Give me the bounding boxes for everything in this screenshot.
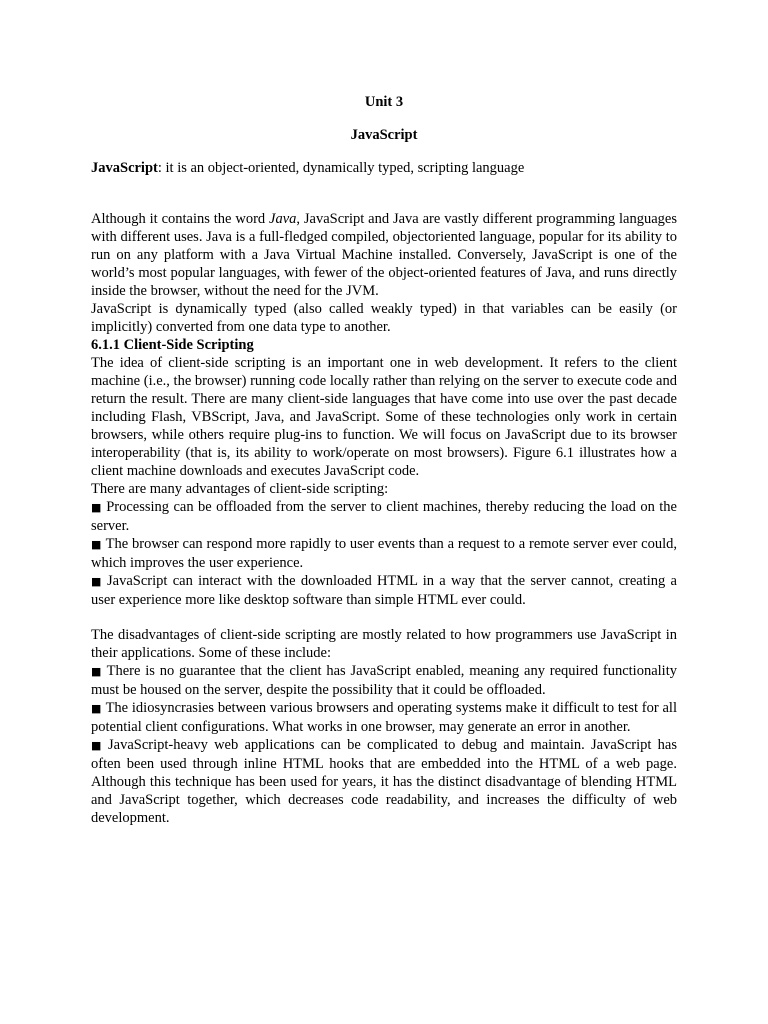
topic-title: JavaScript <box>350 127 418 143</box>
disadvantage-item <box>91 736 677 827</box>
section-heading: 6.1.1 Client-Side Scripting <box>91 337 254 353</box>
advantage-item <box>91 572 677 609</box>
advantage-text: Processing can be offloaded from the server to client machines, thereby reducing the load on the server. <box>91 499 677 534</box>
disadvantage-text: The idiosyncrasies between various browsers and operating systems make it difficult to test for all potential client configurations. What works in one browser, may generate an error in another. <box>91 700 677 735</box>
bullet-square-icon: ■ <box>91 702 102 715</box>
definition-term: JavaScript <box>91 160 158 176</box>
definition <box>91 159 677 177</box>
disadvantage-text: There is no guarantee that the client has JavaScript enabled, meaning any required functionality must be housed on the server, despite the possibility that it could be offloaded. <box>91 663 677 698</box>
bullet-square-icon: ■ <box>91 538 102 551</box>
page-content <box>91 92 677 827</box>
advantage-item <box>91 535 677 572</box>
unit-title: Unit 3 <box>364 94 404 110</box>
bullet-square-icon: ■ <box>91 575 104 588</box>
advantage-text: The browser can respond more rapidly to user events than a request to a remote server ever could, which improves the user experience. <box>91 536 677 571</box>
bullet-square-icon: ■ <box>91 501 103 514</box>
bullet-square-icon: ■ <box>91 665 103 678</box>
disadvantage-item <box>91 699 677 736</box>
advantages-intro: There are many advantages of client-side scripting: <box>91 481 389 497</box>
intro-paragraph-1 <box>91 210 677 300</box>
disadvantage-item <box>91 662 677 699</box>
intro-paragraph-2: JavaScript is dynamically typed (also called weakly typed) in that variables can be easily (or implicitly) converted from one data type to another. <box>91 301 677 335</box>
definition-text: : it is an object-oriented, dynamically typed, scripting language <box>157 160 525 176</box>
bullet-square-icon: ■ <box>91 739 104 752</box>
intro-p1-italic-word: Java <box>269 211 297 227</box>
disadvantages-intro: The disadvantages of client-side scripting are mostly related to how programmers use JavaScript in their applications. Some of these include: <box>91 627 677 661</box>
advantage-text: JavaScript can interact with the downloaded HTML in a way that the server cannot, creating a user experience more like desktop software than simple HTML ever could. <box>91 573 677 608</box>
section-paragraph: The idea of client-side scripting is an important one in web development. It refers to the client machine (i.e., the browser) running code locally rather than relying on the server to execute code and return the result. There are many client-side languages that have come into use over the past decade including Flash, VBScript, Java, and JavaScript. Some of these technologies only work in certain browsers, while others require plug-ins to function. We will focus on JavaScript due to its browser interoperability (that is, its ability to work/operate on most browsers). Figure 6.1 illustrates how a client machine downloads and executes JavaScript code. <box>91 355 677 479</box>
disadvantage-text: JavaScript-heavy web applications can be complicated to debug and maintain. JavaScript has often been used through inline HTML hooks that are embedded into the HTML of a web page. Although this technique has been used for years, it has the distinct disadvantage of blending HTML and JavaScript together, which decreases code readability, and increases the difficulty of web development. <box>91 737 677 826</box>
advantage-item <box>91 498 677 535</box>
intro-p1-start: Although it contains the word <box>91 211 270 227</box>
intro-p1-rest: , JavaScript and Java are vastly different programming languages with different uses. Java is a full-fledged compiled, objectoriented language, popular for its ability to run on any platform with a Java Virtual Machine installed. Conversely, JavaScript is one of the world’s most popular languages, with fewer of the object-oriented features of Java, and runs directly inside the browser, without the need for the JVM. <box>91 211 677 299</box>
